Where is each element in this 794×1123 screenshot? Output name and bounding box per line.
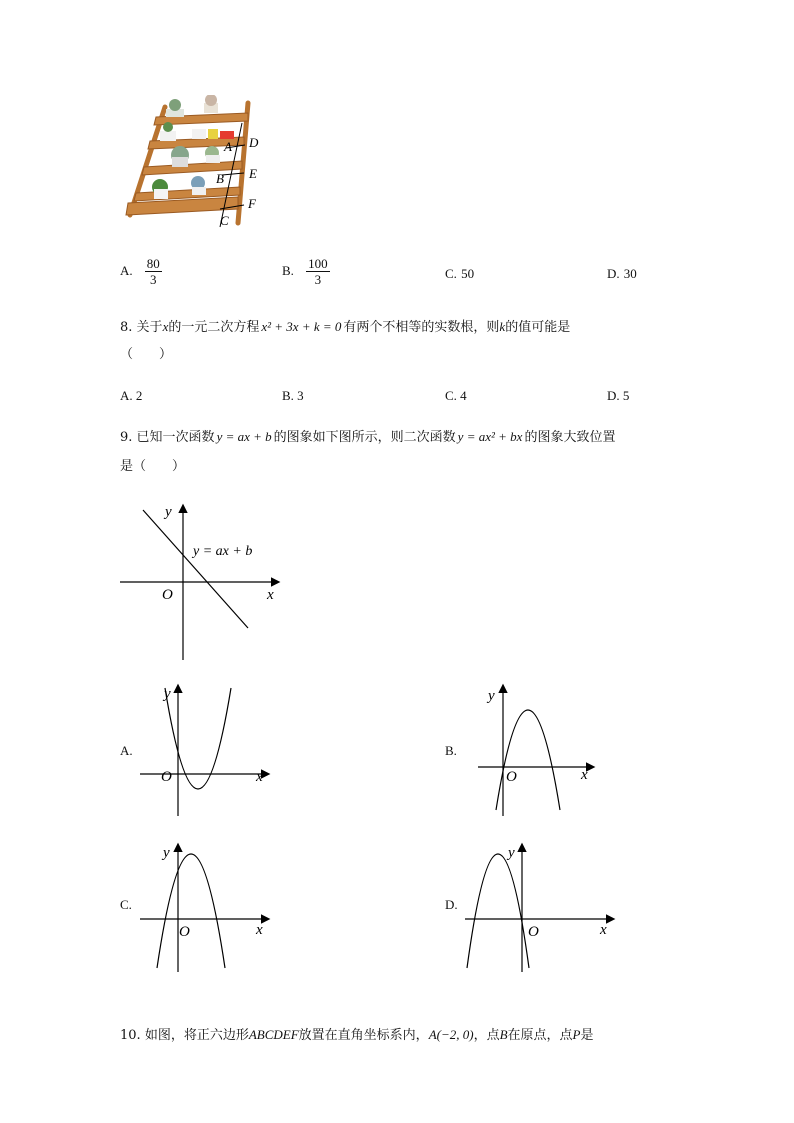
q9-stem-cont: 是（ ） — [120, 459, 186, 474]
q9-linear-graph — [115, 500, 290, 665]
shelf-label-f: F — [248, 196, 256, 211]
origin-label: O — [161, 769, 172, 785]
q9-stem — [120, 428, 615, 447]
denominator: 3 — [150, 272, 157, 287]
origin-label: O — [528, 924, 539, 940]
var-x: x — [162, 319, 169, 334]
option-value: 50 — [461, 266, 475, 281]
parabola — [157, 854, 225, 968]
stem-text: 是 — [580, 1028, 594, 1043]
origin-label: O — [179, 924, 190, 940]
q9-option-c-graph[interactable] — [135, 840, 285, 975]
q9-option-b-graph[interactable] — [460, 680, 610, 820]
q8-option-c[interactable]: C. 4 — [445, 388, 467, 403]
stem-text: 有两个不相等的实数根，则 — [343, 320, 500, 335]
option-label: A. — [120, 263, 133, 278]
option-label: D. — [607, 266, 620, 281]
stem-text: 如图，将正六边形 — [144, 1028, 249, 1043]
x-axis-label: x — [256, 922, 263, 938]
x-axis-label: x — [581, 767, 588, 783]
option-value: 30 — [623, 266, 637, 281]
q9-option-d-graph[interactable] — [460, 840, 620, 975]
q7-option-c[interactable] — [445, 265, 474, 284]
x-axis-label: x — [267, 587, 274, 603]
question-number: 10. — [120, 1028, 141, 1043]
stem-text: 关于 — [136, 320, 163, 335]
equation: x² + 3x + k = 0 — [261, 319, 342, 334]
q9-option-b-label[interactable]: B. — [445, 743, 457, 758]
shelf-label-b: B — [216, 171, 224, 186]
origin-label: O — [162, 587, 173, 603]
numerator: 80 — [146, 256, 160, 271]
linear-line — [143, 510, 248, 628]
question-number: 9. — [120, 430, 133, 445]
q8-stem — [120, 318, 570, 337]
y-axis-label: y — [163, 845, 170, 861]
stem-text: ，点 — [473, 1028, 500, 1043]
q7-option-a[interactable] — [120, 256, 162, 287]
shelf-label-a: A — [224, 139, 232, 154]
q9-option-a-label[interactable]: A. — [120, 743, 133, 758]
q10-stem — [120, 1026, 594, 1045]
q9-option-a-graph[interactable] — [135, 680, 285, 820]
option-label: C. — [445, 266, 457, 281]
linear-function: y = ax + b — [216, 429, 272, 444]
point-p: P — [572, 1027, 581, 1042]
denominator: 3 — [314, 272, 322, 287]
y-axis-label: y — [164, 686, 171, 702]
quadratic-function: y = ax² + bx — [457, 429, 523, 444]
q9-option-c-label[interactable]: C. — [120, 897, 132, 912]
point-a: A(−2, 0) — [428, 1027, 474, 1042]
fraction — [145, 256, 162, 287]
q8-option-b[interactable]: B. 3 — [282, 388, 304, 403]
q8-answer-blank: （ ） — [120, 347, 173, 362]
y-axis-label: y — [488, 688, 495, 704]
q9-option-d-label[interactable]: D. — [445, 897, 458, 912]
shelf-label-d: D — [249, 135, 259, 150]
stem-text: 的一元二次方程 — [168, 320, 260, 335]
option-label: B. — [282, 263, 294, 278]
numerator: 100 — [308, 256, 328, 271]
question-number: 8. — [120, 320, 133, 335]
shelf-label-e: E — [249, 166, 257, 181]
y-axis-label: y — [165, 504, 172, 520]
q8-option-d[interactable]: D. 5 — [607, 388, 630, 403]
shelf-label-c: C — [220, 213, 229, 228]
stem-text: 的图象如下图所示，则二次函数 — [273, 430, 456, 445]
stem-text: 已知一次函数 — [136, 430, 215, 445]
x-axis-label: x — [600, 922, 607, 938]
parabola — [496, 710, 560, 810]
stem-text: 在原点，点 — [507, 1028, 573, 1043]
fraction — [306, 256, 330, 287]
q8-option-a[interactable]: A. 2 — [120, 388, 143, 403]
q7-option-b[interactable] — [282, 256, 330, 287]
stem-text: 放置在直角坐标系内， — [298, 1028, 429, 1043]
shelf-figure — [120, 95, 270, 235]
parabola — [467, 854, 529, 968]
origin-label: O — [506, 769, 517, 785]
y-axis-label: y — [508, 845, 515, 861]
line-label: y = ax + b — [193, 544, 253, 559]
var-k: k — [499, 319, 506, 334]
point-b: B — [499, 1027, 508, 1042]
stem-text: 的图象大致位置 — [524, 430, 616, 445]
q7-option-d[interactable] — [607, 265, 637, 284]
x-axis-label: x — [256, 769, 263, 785]
stem-text: 的值可能是 — [505, 320, 571, 335]
hexagon-name: ABCDEF — [248, 1027, 299, 1042]
